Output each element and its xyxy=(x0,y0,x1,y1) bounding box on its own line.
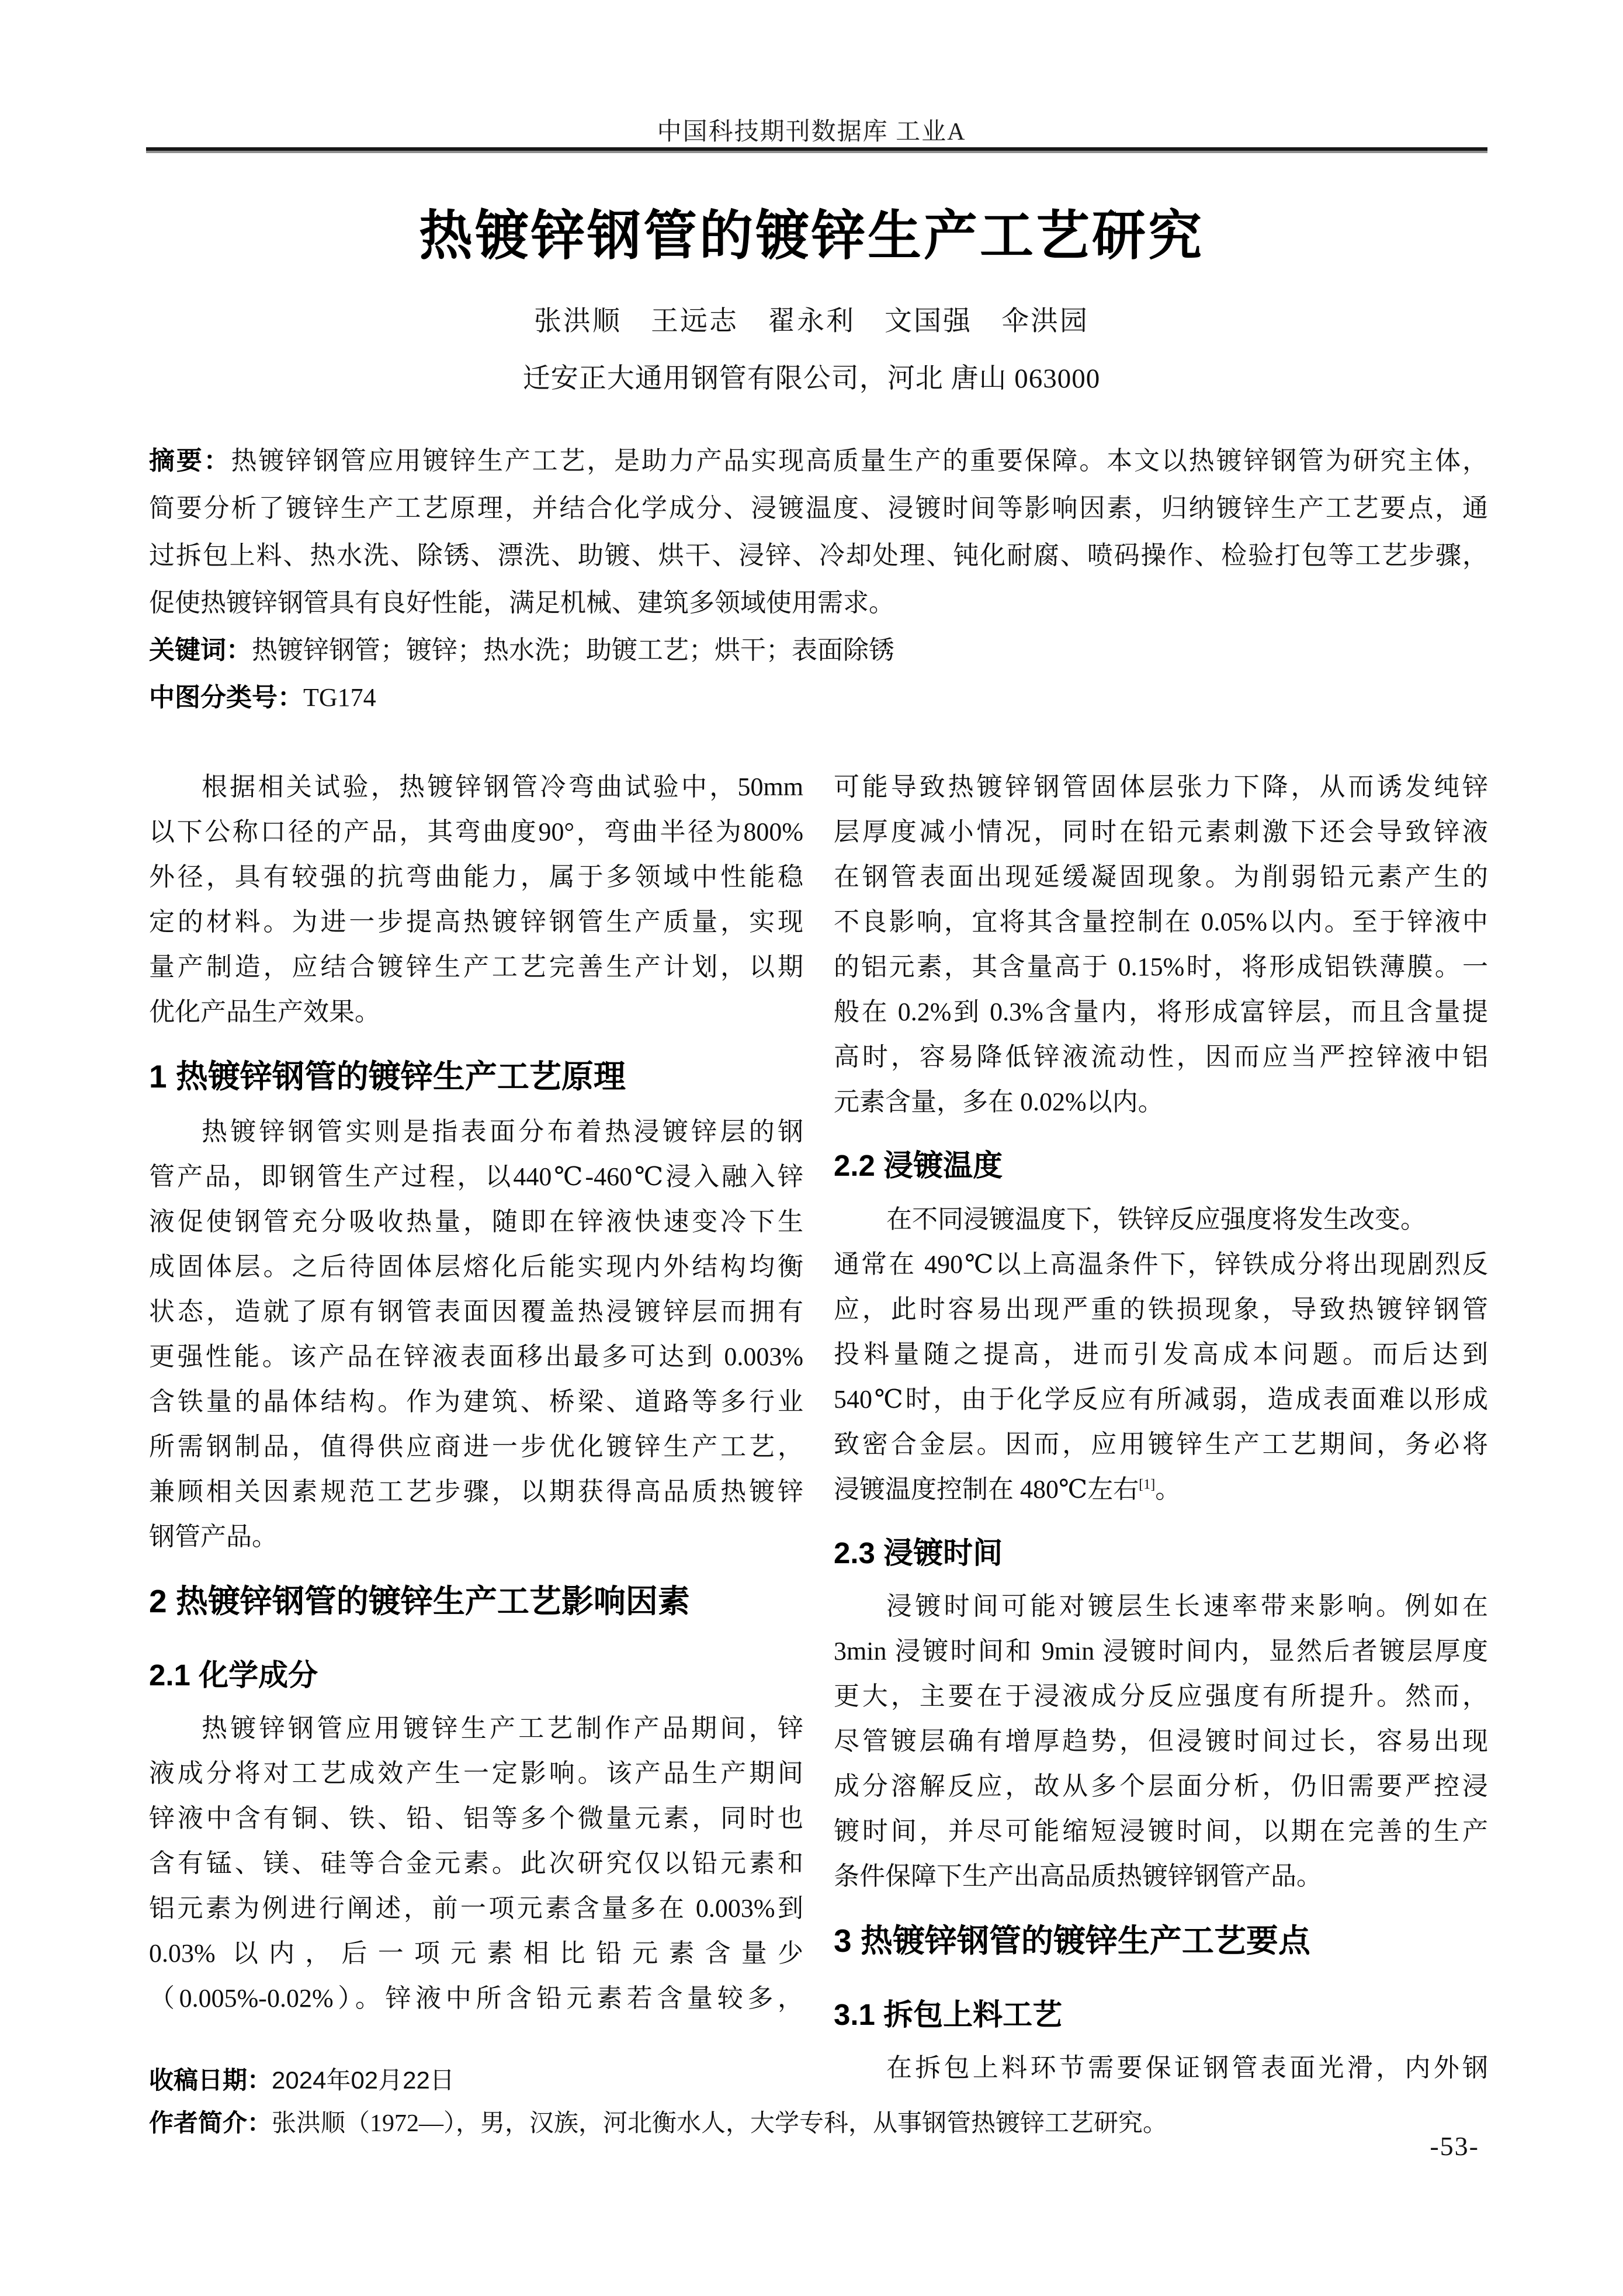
paragraph xyxy=(149,764,803,1034)
author-bio-text: 张洪顺（1972—），男，汉族，河北衡水人，大学专科，从事钢管热镀锌工艺研究。 xyxy=(272,2110,1168,2137)
body-line: 通常在 490℃以上高温条件下，锌铁成分将出现剧烈反 xyxy=(834,1249,1488,1279)
body-line: 更大，主要在于浸液成分反应强度有所提升。然而， xyxy=(834,1682,1488,1711)
author-bio-label: 作者简介： xyxy=(149,2109,272,2136)
abstract-line: 过拆包上料、热水洗、除锈、漂洗、助镀、烘干、浸锌、冷却处理、钝化耐腐、喷码操作、检验打包等工艺步骤， xyxy=(149,541,1488,570)
body-line: 层厚度减小情况，同时在铅元素刺激下还会导致锌液 xyxy=(834,818,1488,846)
section-heading: 3.1 拆包上料工艺 xyxy=(834,1997,1063,2031)
body-line: 投料量随之提高，进而引发高成本问题。而后达到 xyxy=(834,1339,1488,1369)
footnote-block xyxy=(149,2059,1488,2145)
received-date-line xyxy=(149,2059,1488,2102)
clc-text: TG174 xyxy=(303,683,376,712)
section-heading: 2.1 化学成分 xyxy=(149,1658,318,1692)
body-line: 成分溶解反应，故从多个层面分析，仍旧需要严控浸 xyxy=(834,1772,1488,1801)
body-column-right xyxy=(834,764,1488,2090)
body-line: 在拆包上料环节需要保证钢管表面光滑，内外钢 xyxy=(886,2053,1488,2083)
section-heading: 3 热镀锌钢管的镀锌生产工艺要点 xyxy=(834,1923,1310,1959)
body-line: 热镀锌钢管应用镀锌生产工艺制作产品期间，锌 xyxy=(202,1714,803,1743)
header-divider xyxy=(146,147,1487,153)
body-line: 以下公称口径的产品，其弯曲度90°，弯曲半径为800% xyxy=(149,818,803,846)
body-line: 尽管镀层确有增厚趋势，但浸镀时间过长，容易出现 xyxy=(834,1727,1488,1756)
body-line: 不良影响，宜将其含量控制在 0.05%以内。至于锌液中 xyxy=(834,908,1488,936)
body-line: 量产制造，应结合镀锌生产工艺完善生产计划，以期 xyxy=(149,953,803,981)
section-heading: 2.2 浸镀温度 xyxy=(834,1149,1003,1182)
body-line: 液促使钢管充分吸收热量，随即在锌液快速变冷下生 xyxy=(149,1207,803,1236)
clc-line xyxy=(149,674,1488,721)
section-heading: 1 热镀锌钢管的镀锌生产工艺原理 xyxy=(149,1058,626,1095)
author-affiliation: 迁安正大通用钢管有限公司，河北 唐山 063000 xyxy=(522,363,1101,394)
body-line: 兼顾相关因素规范工艺步骤，以期获得高品质热镀锌 xyxy=(149,1477,803,1506)
page-number: -53- xyxy=(1430,2131,1479,2161)
body-line: 成固体层。之后待固体层熔化后能实现内外结构均衡 xyxy=(149,1252,803,1281)
paragraph xyxy=(834,764,1488,1124)
body-line: 在不同浸镀温度下，铁锌反应强度将发生改变。 xyxy=(886,1204,1426,1234)
body-line: 般在 0.2%到 0.3%含量内，将形成富锌层，而且含量提 xyxy=(834,998,1488,1026)
body-line: （0.005%-0.02%）。锌液中所含铅元素若含量较多， xyxy=(149,1984,803,2013)
body-line: 0.03% 以内，后一项元素相比铅元素含量少 xyxy=(149,1939,803,1968)
body-line: 含有锰、镁、硅等合金元素。此次研究仅以铅元素和 xyxy=(149,1849,803,1878)
body-line: 锌液中含有铜、铁、铅、铝等多个微量元素，同时也 xyxy=(149,1804,803,1833)
paragraph xyxy=(834,1197,1488,1512)
body-line: 外径，具有较强的抗弯曲能力，属于多领域中性能稳 xyxy=(149,863,803,891)
body-line: 可能导致热镀锌钢管固体层张力下降，从而诱发纯锌 xyxy=(834,773,1488,801)
body-line: 浸镀温度控制在 480℃左右[1]。 xyxy=(834,1474,1181,1504)
body-line: 元素含量，多在 0.02%以内。 xyxy=(834,1088,1164,1116)
body-line: 液成分将对工艺成效产生一定影响。该产品生产期间 xyxy=(149,1759,803,1788)
author-list: 张洪顺 王远志 翟永利 文国强 伞洪园 xyxy=(534,306,1089,337)
received-date-value: 2024年02月22日 xyxy=(272,2066,455,2094)
abstract-text: 热镀锌钢管应用镀锌生产工艺，是助力产品实现高质量生产的重要保障。本文以热镀锌钢管为研究主体， xyxy=(231,446,1488,475)
author-bio-line xyxy=(149,2102,1488,2145)
body-line: 条件保障下生产出高品质热镀锌钢管产品。 xyxy=(834,1862,1322,1891)
abstract-line: 简要分析了镀锌生产工艺原理，并结合化学成分、浸镀温度、浸镀时间等影响因素，归纳镀锌生产工艺要点，通 xyxy=(149,494,1488,522)
article-body xyxy=(149,764,1488,2090)
body-line: 3min 浸镀时间和 9min 浸镀时间内，显然后者镀层厚度 xyxy=(834,1637,1488,1666)
body-line: 应，此时容易出现严重的铁损现象，导致热镀锌钢管 xyxy=(834,1294,1488,1324)
paragraph xyxy=(834,1584,1488,1899)
body-line: 的铝元素，其含量高于 0.15%时，将形成铝铁薄膜。一 xyxy=(834,953,1488,981)
body-line: 致密合金层。因而，应用镀锌生产工艺期间，务必将 xyxy=(834,1429,1488,1459)
abstract-block xyxy=(149,437,1488,721)
body-line: 优化产品生产效果。 xyxy=(149,998,380,1026)
abstract-line: 促使热镀锌钢管具有良好性能，满足机械、建筑多领域使用需求。 xyxy=(149,588,894,617)
keywords-line xyxy=(149,626,1488,674)
body-line: 热镀锌钢管实则是指表面分布着热浸镀锌层的钢 xyxy=(202,1117,803,1146)
journal-header: 中国科技期刊数据库 工业A xyxy=(657,119,966,146)
clc-label: 中图分类号： xyxy=(149,683,303,712)
body-column-left xyxy=(149,764,803,2090)
body-line: 在钢管表面出现延缓凝固现象。为削弱铅元素产生的 xyxy=(834,863,1488,891)
body-line: 根据相关试验，热镀锌钢管冷弯曲试验中，50mm xyxy=(202,773,803,801)
body-line: 所需钢制品，值得供应商进一步优化镀锌生产工艺， xyxy=(149,1432,803,1461)
body-line: 钢管产品。 xyxy=(149,1522,278,1551)
abstract-label: 摘要： xyxy=(149,446,231,475)
body-line: 浸镀时间可能对镀层生长速率带来影响。例如在 xyxy=(886,1592,1488,1621)
body-line: 镀时间，并尽可能缩短浸镀时间，以期在完善的生产 xyxy=(834,1817,1488,1846)
received-date-label: 收稿日期： xyxy=(149,2066,272,2094)
page-title: 热镀锌钢管的镀锌生产工艺研究 xyxy=(418,206,1204,266)
section-heading: 2 热镀锌钢管的镀锌生产工艺影响因素 xyxy=(149,1582,690,1619)
body-line: 高时，容易降低锌液流动性，因而应当严控锌液中铝 xyxy=(834,1043,1488,1071)
paragraph xyxy=(149,1109,803,1559)
abstract-line xyxy=(149,437,1488,484)
body-line: 540℃时，由于化学反应有所减弱，造成表面难以形成 xyxy=(834,1384,1488,1414)
keywords-text: 热镀锌钢管；镀锌；热水洗；助镀工艺；烘干；表面除锈 xyxy=(252,636,894,664)
paragraph xyxy=(149,1706,803,2021)
body-line: 更强性能。该产品在锌液表面移出最多可达到 0.003% xyxy=(149,1342,803,1371)
body-line: 定的材料。为进一步提高热镀锌钢管生产质量，实现 xyxy=(149,908,803,936)
citation-marker: [1] xyxy=(1139,1476,1156,1492)
body-line: 状态，造就了原有钢管表面因覆盖热浸镀锌层而拥有 xyxy=(149,1297,803,1326)
body-line: 铝元素为例进行阐述，前一项元素含量多在 0.003%到 xyxy=(149,1894,803,1923)
keywords-label: 关键词： xyxy=(149,636,252,664)
section-heading: 2.3 浸镀时间 xyxy=(834,1536,1003,1570)
body-line: 管产品，即钢管生产过程，以440℃-460℃浸入融入锌 xyxy=(149,1162,803,1191)
body-line: 含铁量的晶体结构。作为建筑、桥梁、道路等多行业 xyxy=(149,1387,803,1416)
